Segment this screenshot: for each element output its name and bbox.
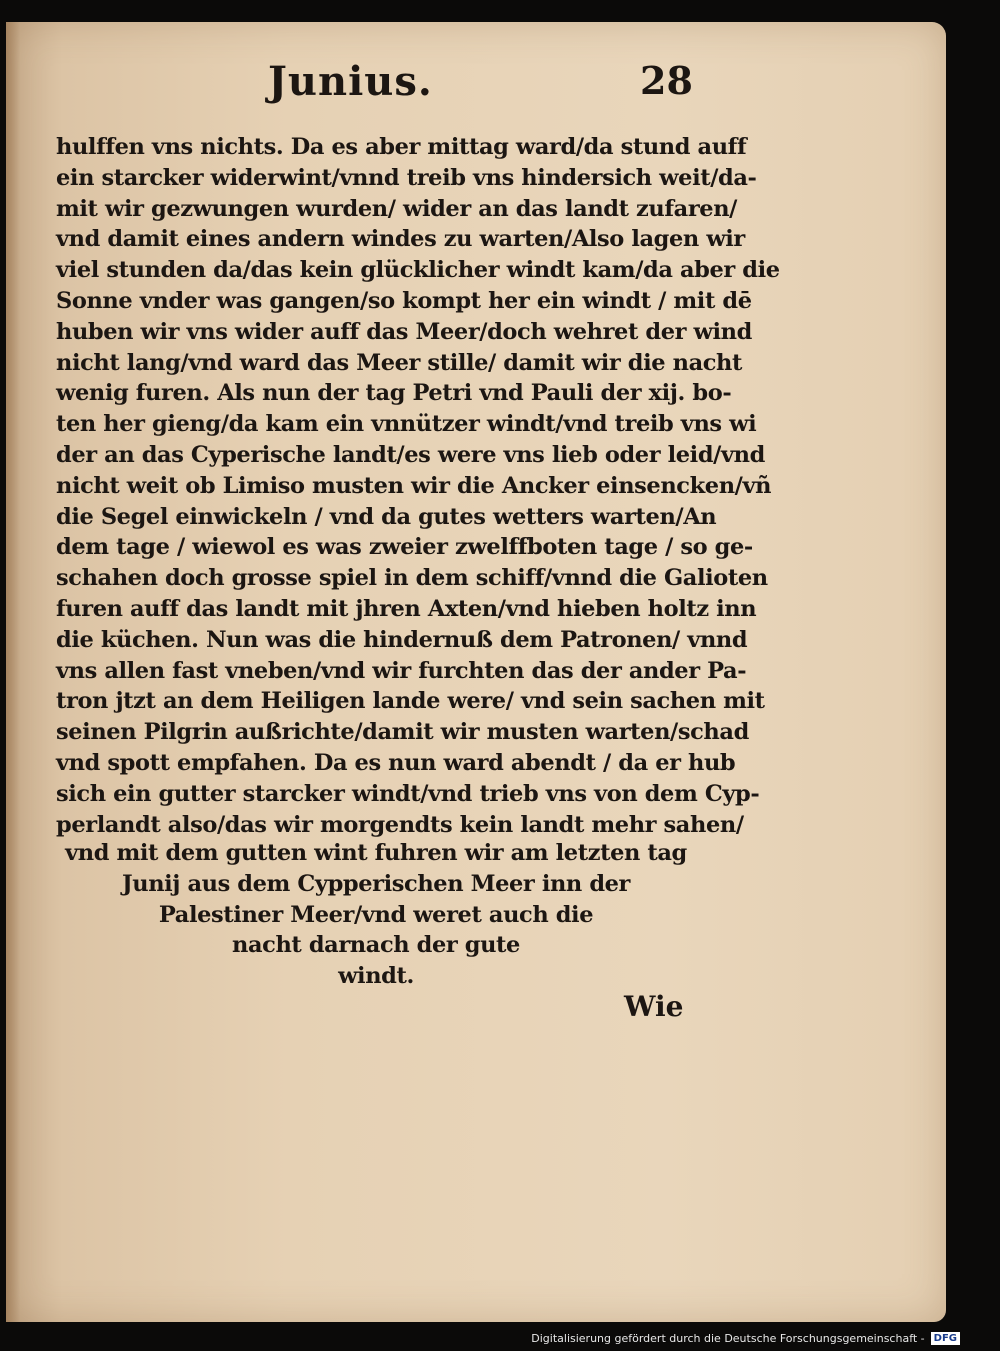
catchword: Wie xyxy=(624,990,684,1023)
running-header-title: Junius. xyxy=(268,58,433,105)
text-line: perlandt also/das wir morgendts kein landt mehr sahen/ xyxy=(56,811,744,838)
footer-credit: Digitalisierung gefördert durch die Deutsche Forschungsgemeinschaft - xyxy=(531,1332,925,1345)
page-binding-shadow xyxy=(6,22,20,1322)
text-line: Palestiner Meer/vnd weret auch die xyxy=(158,901,594,928)
text-line: wenig furen. Als nun der tag Petri vnd Pauli der xij. bo- xyxy=(56,380,732,407)
text-line: hulffen vns nichts. Da es aber mittag ward/da stund auff xyxy=(56,134,747,160)
text-line: die Segel einwickeln / vnd da gutes wetters warten/An xyxy=(56,503,717,530)
text-line: huben wir vns wider auff das Meer/doch wehret der wind xyxy=(56,318,752,345)
text-line: vnd spott empfahen. Da es nun ward abendt / da er hub xyxy=(56,749,736,776)
dfg-logo: DFG xyxy=(931,1332,960,1345)
text-line: nicht weit ob Limiso musten wir die Ancker einsencken/vñ xyxy=(56,472,772,499)
text-line: windt. xyxy=(338,963,414,990)
text-line: dem tage / wiewol es was zweier zwelffboten tage / so ge- xyxy=(56,534,753,561)
text-line: tron jtzt an dem Heiligen lande were/ vnd sein sachen mit xyxy=(56,688,765,715)
text-line: vnd damit eines andern windes zu warten/Also lagen wir xyxy=(56,226,745,253)
text-line: schahen doch grosse spiel in dem schiff/vnnd die Galioten xyxy=(56,565,768,592)
text-line: viel stunden da/das kein glücklicher windt kam/da aber die xyxy=(56,257,780,284)
text-line: vns allen fast vneben/vnd wir furchten das der ander Pa- xyxy=(56,657,747,684)
page-number: 28 xyxy=(640,58,693,103)
text-line: vnd mit dem gutten wint fuhren wir am letzten tag xyxy=(65,840,687,866)
text-line: mit wir gezwungen wurden/ wider an das landt zufaren/ xyxy=(56,195,737,222)
text-line: nicht lang/vnd ward das Meer stille/ damit wir die nacht xyxy=(56,349,743,376)
text-line: sich ein gutter starcker windt/vnd trieb vns von dem Cyp- xyxy=(56,780,760,807)
text-line: Sonne vnder was gangen/so kompt her ein windt / mit dē xyxy=(56,287,752,314)
text-line: seinen Pilgrin außrichte/damit wir musten warten/schad xyxy=(56,719,749,746)
text-line: furen auff das landt mit jhren Axten/vnd hieben holtz inn xyxy=(56,595,757,622)
text-line: nacht darnach der gute xyxy=(232,932,520,959)
tapered-text-block xyxy=(56,838,696,992)
text-line: Junij aus dem Cypperischen Meer inn der xyxy=(121,870,631,897)
text-line: ein starcker widerwint/vnnd treib vns hindersich weit/da- xyxy=(56,164,757,191)
main-text-block xyxy=(56,132,780,840)
text-line: die küchen. Nun was die hindernuß dem Patronen/ vnnd xyxy=(56,626,748,653)
text-line: der an das Cyperische landt/es were vns lieb oder leid/vnd xyxy=(56,441,765,468)
text-line: ten her gieng/da kam ein vnnützer windt/vnd treib vns wi xyxy=(56,411,757,438)
digitization-footer xyxy=(531,1332,960,1345)
